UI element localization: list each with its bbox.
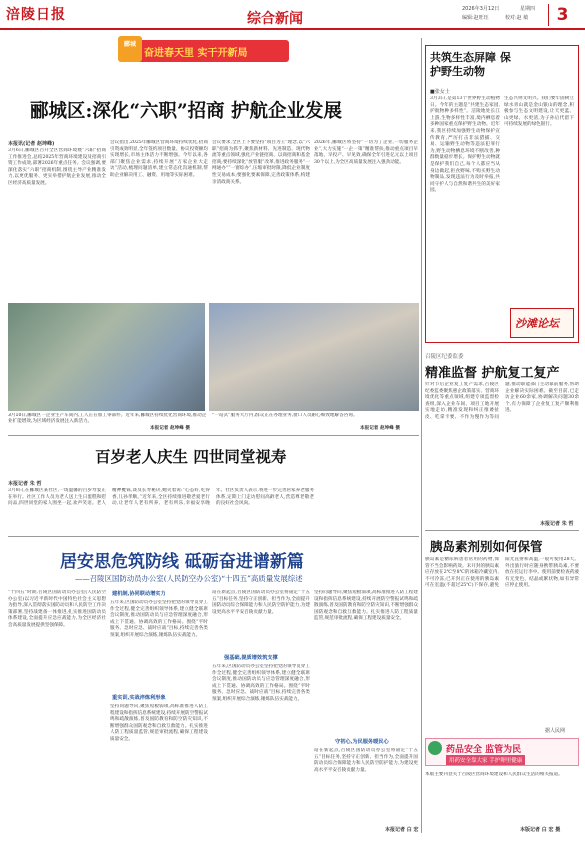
lead-byline: 本报讯(记者 赵坤峰) [8, 141, 55, 147]
story3-column-3b: 五年来,区国防动员办公室坚持把党的领导贯穿工作全过程,健全完善组织领导体系,建立健全联席会议制度,推动国防动员与应急管理深度融合,形成上下贯通、协调高效的工作格局。围绕“平时服务、急时应急、战时应战”目标,持续完善各类预案,组织开展综合演练,锤炼队伍实战能力。 [212, 664, 310, 702]
promo-credit: 本版记者 白 宏 摄 [520, 827, 561, 833]
story3-column-4: 坚持问题导向,聚焦短板弱项,高标准推进人防工程建设和指挥信息系统建设,持续开展防空警报试鸣和疏散演练,普及国防教育和防空防灾知识,不断增强群众国防观念和自救互救能力。扎实推进人防工程质量监管,规范审批流程,确保工程建设质量安全。 [314, 590, 418, 622]
story5-body: 胰岛素是糖尿病患者常用的药物,保管不当会影响药效。未开封的胰岛素应存放在2℃至8℃的冰箱冷藏室内,不可冷冻;已开封正在使用的胰岛素可在室温(不超过25℃)下保存,避免阳光直射和高温,一般可使用28天。外出旅行时应随身携带胰岛素,不要放在托运行李中。使用前要检查药液有无变色、结晶或絮状物,如有异常应停止使用。 [425, 557, 579, 589]
issue-date: 2026年3月12日 [462, 6, 500, 12]
story3-column-2b: 坚持问题导向,聚焦短板弱项,高标准推进人防工程建设和指挥信息系统建设,持续开展防空警报试鸣和疏散演练,普及国防教育和防空防灾知识,不断增强群众国防观念和自救互救能力。扎实推进人防工程质量监管,规范审批流程,确保工程建设质量安全。 [110, 704, 208, 742]
story3-subheadline: ——召陵区国防动员办公室(人民防空办公室)“十四五”高质量发展综述 [75, 574, 303, 583]
lead-photo-factory [8, 303, 205, 411]
divider [8, 435, 419, 436]
sidebar1-headline: 共筑生态屏障 保护野生动物 [430, 51, 511, 78]
lead-photo-credit: 本报记者 赵坤峰 摄 [150, 426, 190, 431]
editor-credit: 编辑:赵旺珏 [462, 15, 489, 21]
sidebar1-column-1: 3月3日,是第13个世界野生动植物日。今年的主题是“共建生态家园,护航物种多样性”。涪陵地处长江上游,生物多样性丰富,境内栖息着多种国家重点保护野生动物。近年来,我区持续加强野生动物保护宣传教育,严厉打击非法猎捕、交易、运输野生动物等违法犯罪行为,野生动物栖息环境不断改善,种群数量稳步增长。保护野生动物就是保护我们自己,每个人都应当从身边做起,拒食野味,不购买野生动物制品,发现违法行为及时举报,共同守护人与自然和谐共生的美好家园。 [430, 96, 500, 194]
banner-text: 奋进春天里 实干开新局 [144, 48, 248, 59]
story3-subhead-3: 强基础,提质增效筑支撑 [224, 655, 278, 661]
section-title: 综合新闻 [247, 11, 303, 27]
pill-icon [428, 741, 442, 755]
story3-subhead-2: 重实训,实战淬炼利形象 [112, 695, 166, 701]
lead-photo2-credit: 本报记者 赵坤峰 摄 [360, 426, 400, 431]
lead-column-4: 2026年,郦城区将坚持“一切为了企业,一切服务企业”,大力实施“一企一策”精准帮扶,推动重点项目早落地、早投产、早见效,确保全年引进亿元以上项目30个以上,为全区高质量发展注入强劲动能。 [314, 140, 418, 165]
lead-photo-service-hall [209, 303, 419, 411]
column-rule [421, 38, 422, 833]
story4-credit: 本报记者 朱 哲 [540, 521, 574, 527]
page-number: 3 [548, 4, 576, 26]
lead-column-2: 会议指出,2025年郦城区营商环境持续优化,招商引资成效明显,全年签约项目数量、协议投资额均实现增长,市场主体活力不断增强。今年以来,各部门聚焦企业需求,持续开展“万家企业大走访”活动,梳理问题清单,建立常态化沟通机制,帮助企业解决用工、融资、用地等实际困难。 [110, 140, 208, 178]
divider [425, 530, 579, 531]
lead-photo2-caption: “一站式”服务大厅内,群众正在办理业务,窗口人员耐心细致地解答咨询。 [212, 413, 358, 418]
story2-headline: 百岁老人庆生 四世同堂视寿 [95, 447, 287, 466]
divider [8, 536, 419, 537]
issue-weekday: 星期四 [520, 6, 536, 12]
story4-kicker: 召陵区纪委监委 [425, 354, 464, 360]
story2-body: 3月8日,在郦城区某社区,一场温馨的百岁寿宴正在举行。社区工作人员为老人送上生日蛋糕和慰问品,四世同堂的家人围坐一起,欢声笑语。老人精神矍铄,谈及长寿秘诀,她笑着说:“心态好,吃得香,儿孙孝顺。”近年来,全区持续推进敬老爱老行动,让老年人老有所养、老有所乐,幸福安享晚年。社区负责人表示,将进一步完善居家养老服务体系,定期上门走访慰问高龄老人,营造尊老敬老的良好社会风尚。 [8, 488, 314, 507]
forum-tag: 沙滩论坛 [515, 317, 559, 330]
promo-subtitle: 用药安全靠大家 手护卵里健康 [446, 755, 525, 765]
story3-column-1: “十四五”时期,召陵区国防动员办公室(人民防空办公室)以习近平新时代中国特色社会主义思想为指导,深入贯彻落实国防动员和人民防空工作决策部署,坚持战建备一体推进,扎实推进国防动员体系建设,全面提升应急应战能力,为全区经济社会高质量发展提供坚强保障。 [8, 590, 106, 628]
story5-headline: 胰岛素剂别如何保管 [430, 539, 543, 554]
newspaper-logo: 涪陵日报 [6, 7, 66, 23]
story3-column-4b: 站在新起点,召陵区国防动员办公室将锚定“十五五”目标任务,坚持守正创新、担当作为,全面提升国防动员综合保障能力和人民防空防护能力,为建设更高水平平安召陵贡献力量。 [314, 748, 418, 773]
story3-column-2: 五年来,区国防动员办公室坚持把党的领导贯穿工作全过程,健全完善组织领导体系,建立健全联席会议制度,推动国防动员与应急管理深度融合,形成上下贯通、协调高效的工作格局。围绕“平时服务、急时应急、战时应战”目标,持续完善各类预案,组织开展综合演练,锤炼队伍实战能力。 [110, 600, 208, 638]
banner-seal: 郦城 [118, 36, 142, 62]
promo-title: 药品安全 监管为民 [446, 745, 522, 755]
story3-headline: 居安思危筑防线 砥砺奋进谱新篇 [60, 552, 304, 572]
story4-body: 针对节后企业复工复产需求,召陵区纪委监委聚焦惠企政策落实、营商环境优化等重点领域,组建专项监督检查组,深入企业车间、项目工地开展实地走访,精准发现和纠正推诿扯皮、吃拿卡要、不作为慢作为等问题,推动职能部门主动靠前服务,帮助企业解决实际困难。截至目前,已走访企业60余家,协调解决问题30余个,有力保障了企业复工复产顺利推进。 [425, 382, 579, 420]
lead-headline: 郦城区:深化“六职”招商 护航企业发展 [30, 101, 343, 122]
story3-credit: 本报记者 白 宏 [385, 827, 419, 833]
lead-column-1: 3月6日,郦城区召开全区营商环境暨“六职”招商工作推进会,总结2025年营商环境建设及招商引资工作成效,部署2026年重点任务。会议强调,要深化落实“六职”招商机制,围绕主导产业精准发力,以更优服务、更实举措护航企业发展,推动全区经济高质量发展。 [8, 148, 106, 186]
promo-footer: 本版主要刊登关于召陵区营商环境建设和人民群众生活的相关报道。 [425, 772, 563, 777]
story3-column-3: 站在新起点,召陵区国防动员办公室将锚定“十五五”目标任务,坚持守正创新、担当作为,全面提升国防动员综合保障能力和人民防空防护能力,为建设更高水平平安召陵贡献力量。 [212, 590, 310, 615]
story3-subhead-1: 建机制,协同联动增实力 [112, 591, 166, 597]
sidebar1-byline: ■张女士 [430, 89, 450, 95]
lead-photo-caption: 3月10日,郦城区一企业生产车间内,工人正在加工零部件。近年来,郦城区持续优化营商环境,推动企业扩能增效,为区域经济发展注入新活力。 [8, 413, 207, 425]
story5-credit: 据人民网 [545, 728, 566, 734]
story3-subhead-4: 守初心,为民服务暖民心 [335, 739, 389, 745]
proof-credit: 校对:赵 敏 [505, 15, 529, 21]
lead-column-3: 会议要求,全区上下要坚持“项目为王”理念,以“六职”招商为抓手,聚焦新材料、先进制造、现代物流等重点领域,强化产业链招商、以商招商和基金招商;要持续深化“放管服”改革,推进政务服务“一网通办”“一窗综办”,压缩审批时限,降低企业制度性交易成本;要强化要素保障,完善政策体系,构建亲清政商关系。 [212, 140, 310, 185]
story2-byline: 本报记者 朱 哲 [8, 481, 42, 487]
sidebar1-column-2: 生态兴则文明兴。我们要牢固树立绿水青山就是金山银山的理念,积极参与生态文明建设,让天更蓝、山更绿、水更清,为子孙后代留下可持续发展的绿色银行。 [504, 96, 574, 128]
story4-headline: 精准监督 护航复工复产 [425, 366, 560, 381]
